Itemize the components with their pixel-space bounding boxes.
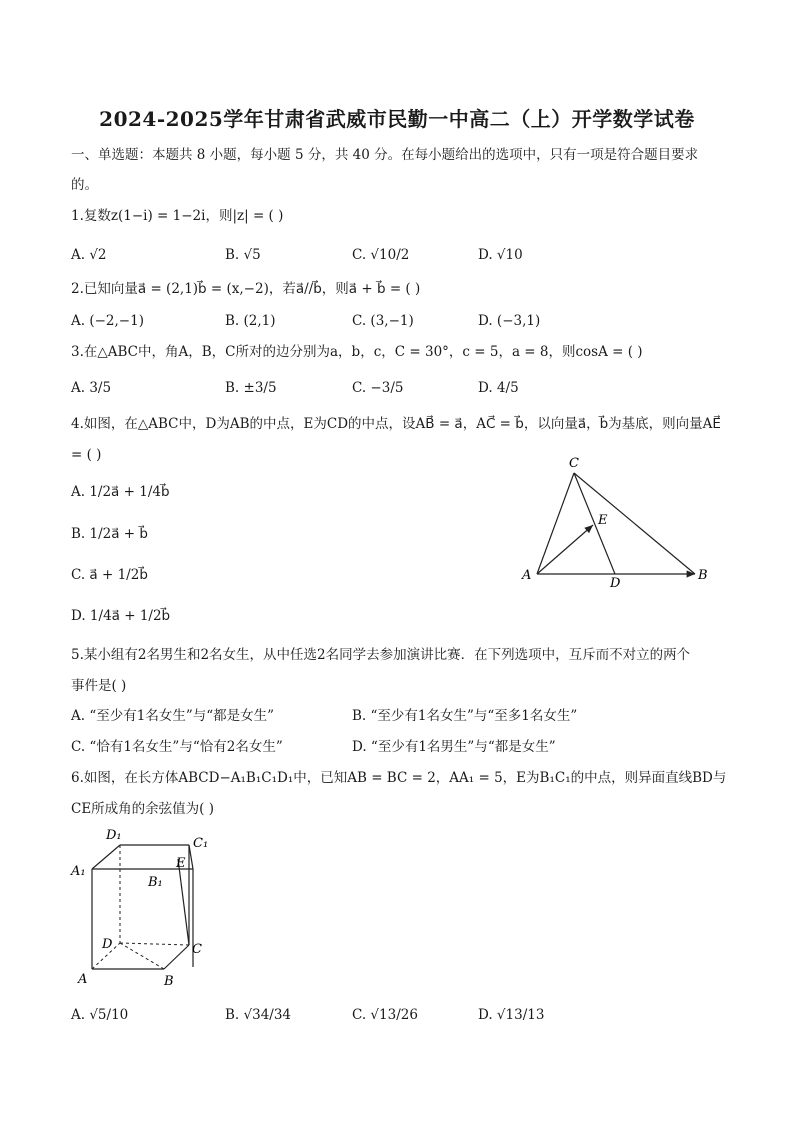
- question-1-option-a: A. √2: [71, 247, 107, 263]
- side-cb: [574, 473, 695, 574]
- label-a1: A₁: [71, 864, 86, 879]
- question-5-option-a: A. “至少有1名女生”与“都是女生”: [71, 708, 275, 724]
- label-c: C: [569, 456, 579, 471]
- label-e: E: [598, 513, 608, 528]
- question-5-option-d: D. “至少有1名男生”与“都是女生”: [352, 739, 556, 755]
- side-ac: [537, 473, 574, 574]
- question-6-option-b: B. √34/34: [225, 1007, 292, 1023]
- question-5-stem-line2: 事件是( ): [71, 678, 127, 694]
- label-a: A: [522, 568, 532, 583]
- label-b: B: [164, 974, 174, 989]
- cuboid-figure: [68, 823, 228, 993]
- question-5-stem-line1: 5.某小组有2名男生和2名女生，从中任选2名同学去参加演讲比赛．在下列选项中，互斥而不对立的两个: [71, 647, 691, 663]
- question-6-stem-line1: 6.如图，在长方体ABCD−A₁B₁C₁D₁中，已知AB = BC = 2，AA₁ = 5，E为B₁C₁的中点，则异面直线BD与: [71, 770, 727, 786]
- question-4-option-b: B. 1/2a⃗ + b⃗: [71, 526, 148, 542]
- label-d1: D₁: [106, 828, 122, 843]
- segment-cd: [574, 473, 615, 574]
- question-6-option-c: C. √13/26: [352, 1007, 418, 1023]
- section-heading-line1: 一、单选题：本题共 8 小题，每小题 5 分，共 40 分。在每小题给出的选项中，只有一项是符合题目要求: [71, 147, 699, 163]
- question-4-option-d: D. 1/4a⃗ + 1/2b⃗: [71, 608, 171, 624]
- question-2-option-a: A. (−2,−1): [71, 313, 144, 329]
- edge-bc: [164, 945, 189, 969]
- page-title: 2024-2025学年甘肃省武威市民勤一中高二（上）开学数学试卷: [99, 107, 695, 131]
- edge-a1d1: [92, 845, 120, 869]
- segment-bd-hidden: [120, 943, 164, 969]
- label-c1: C₁: [193, 836, 209, 851]
- question-2-option-c: C. (3,−1): [352, 313, 414, 329]
- question-1-option-c: C. √10/2: [352, 247, 410, 263]
- question-3-option-c: C. −3/5: [352, 380, 404, 396]
- question-3-option-b: B. ±3/5: [225, 380, 277, 396]
- question-5-option-c: C. “恰有1名女生”与“恰有2名女生”: [71, 739, 283, 755]
- label-e: E: [176, 856, 186, 871]
- question-1-option-d: D. √10: [478, 247, 523, 263]
- question-6-option-a: A. √5/10: [71, 1007, 129, 1023]
- label-c: C: [192, 942, 202, 957]
- triangle-figure: [515, 452, 715, 592]
- question-4-option-a: A. 1/2a⃗ + 1/4b⃗: [71, 484, 170, 500]
- question-1-stem: 1.复数z(1−i) = 1−2i，则|z| = ( ): [71, 208, 284, 224]
- question-4-stem-line2: = ( ): [71, 447, 102, 463]
- question-3-stem: 3.在△ABC中，角A，B，C所对的边分别为a，b，c，C = 30°，c = 5，a = 8，则cosA = ( ): [71, 344, 643, 360]
- question-2-option-d: D. (−3,1): [478, 313, 541, 329]
- label-b1: B₁: [148, 875, 163, 890]
- label-d: D: [610, 576, 621, 591]
- segment-ce: [178, 859, 189, 945]
- question-6-stem-line2: CE所成角的余弦值为( ): [71, 801, 215, 817]
- label-d: D: [102, 937, 113, 952]
- question-3-option-a: A. 3/5: [71, 380, 112, 396]
- question-1-option-b: B. √5: [225, 247, 261, 263]
- section-heading-line2: 的。: [71, 177, 98, 193]
- question-2-option-b: B. (2,1): [225, 313, 276, 329]
- question-2-stem: 2.已知向量a⃗ = (2,1)b⃗ = (x,−2)，若a⃗//b⃗，则a⃗ + b⃗ = ( ): [71, 281, 421, 297]
- label-b: B: [698, 568, 708, 583]
- label-a: A: [78, 972, 88, 987]
- edge-dc-hidden: [120, 943, 189, 945]
- question-4-option-c: C. a⃗ + 1/2b⃗: [71, 567, 148, 583]
- question-4-stem-line1: 4.如图，在△ABC中，D为AB的中点，E为CD的中点，设AB⃗ = a⃗，AC⃗ = b⃗，以向量a⃗，b⃗为基底，则向量AE⃗: [71, 416, 721, 432]
- question-5-option-b: B. “至少有1名女生”与“至多1名女生”: [352, 708, 578, 724]
- question-6-option-d: D. √13/13: [478, 1007, 545, 1023]
- question-3-option-d: D. 4/5: [478, 380, 519, 396]
